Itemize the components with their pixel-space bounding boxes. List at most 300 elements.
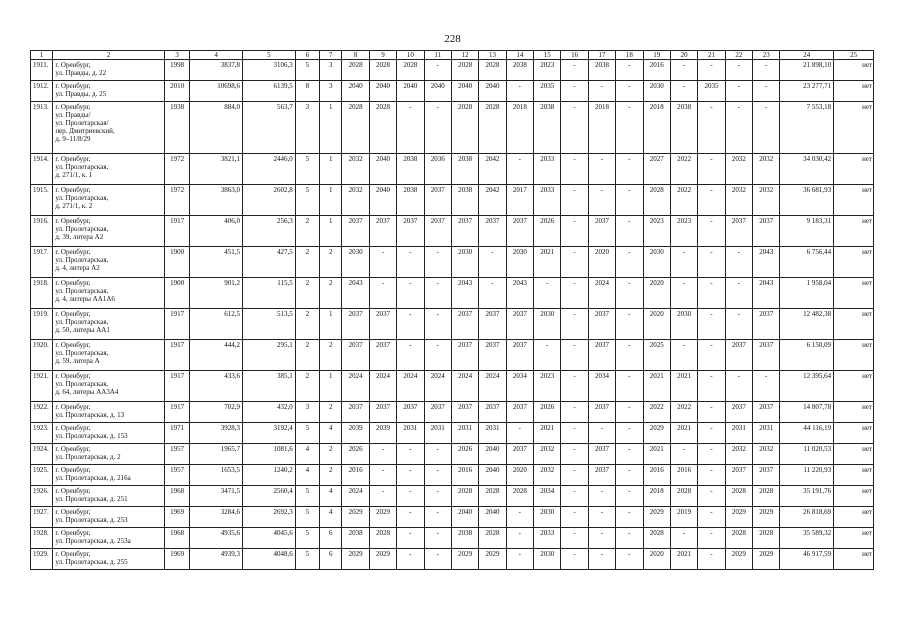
repair-year-cell: -: [561, 154, 588, 185]
repair-year-cell: -: [424, 102, 451, 154]
build-year-cell: 1969: [164, 507, 189, 528]
row-number-cell: 1912.: [31, 81, 53, 102]
total-area-cell: 612,5: [190, 309, 243, 340]
repair-year-cell: -: [588, 549, 615, 570]
repair-year-cell: -: [698, 247, 725, 278]
repair-year-cell: -: [670, 528, 697, 549]
repair-year-cell: 2023: [534, 371, 561, 402]
repair-year-cell: 2016: [643, 465, 670, 486]
repair-year-cell: 2043: [451, 278, 478, 309]
repair-year-cell: -: [561, 528, 588, 549]
repair-year-cell: -: [561, 486, 588, 507]
address-line: д. 271/1, к. 2: [55, 202, 93, 210]
flag-cell: нет: [834, 371, 874, 402]
repair-year-cell: 2029: [369, 549, 396, 570]
address-line: г. Оренбург,: [55, 103, 91, 111]
table-row: [31, 185, 874, 216]
cost-cell: 46 917,59: [780, 549, 834, 570]
repair-year-cell: 2028: [670, 486, 697, 507]
repair-year-cell: 2030: [342, 247, 369, 278]
cost-cell: 11 020,53: [780, 444, 834, 465]
repair-year-cell: -: [397, 309, 424, 340]
repair-year-cell: 2038: [397, 154, 424, 185]
repair-year-cell: 2038: [451, 528, 478, 549]
column-number: 16: [561, 51, 588, 60]
repair-year-cell: 2037: [588, 216, 615, 247]
address-line: ул. Пролетарская, д. 253а: [55, 537, 131, 545]
flag-cell: нет: [834, 402, 874, 423]
column-number: 10: [397, 51, 424, 60]
repair-year-cell: -: [369, 247, 396, 278]
repair-year-cell: 2029: [451, 549, 478, 570]
repair-year-cell: 2016: [670, 465, 697, 486]
repair-year-cell: 2029: [725, 549, 752, 570]
repair-year-cell: 2026: [534, 216, 561, 247]
repair-year-cell: 2029: [369, 507, 396, 528]
living-area-cell: 115,5: [243, 278, 296, 309]
build-year-cell: 1917: [164, 402, 189, 423]
entrances-cell: 1: [320, 216, 342, 247]
table-row: [31, 81, 874, 102]
repair-year-cell: -: [561, 102, 588, 154]
repair-year-cell: -: [479, 278, 506, 309]
repair-year-cell: 2038: [451, 185, 478, 216]
repair-year-cell: 2037: [369, 340, 396, 371]
repair-year-cell: -: [506, 423, 533, 444]
repair-year-cell: 2028: [725, 486, 752, 507]
repair-year-cell: 2037: [397, 402, 424, 423]
column-number: 9: [369, 51, 396, 60]
repair-year-cell: 2031: [725, 423, 752, 444]
repair-year-cell: -: [698, 102, 725, 154]
build-year-cell: 1972: [164, 185, 189, 216]
repair-year-cell: -: [698, 549, 725, 570]
repair-year-cell: 2031: [397, 423, 424, 444]
repair-year-cell: -: [424, 486, 451, 507]
living-area-cell: 427,5: [243, 247, 296, 278]
address-cell: [53, 81, 165, 102]
total-area-cell: 3928,3: [190, 423, 243, 444]
repair-year-cell: -: [561, 549, 588, 570]
repair-year-cell: 2037: [506, 402, 533, 423]
repair-year-cell: 2024: [424, 371, 451, 402]
repair-year-cell: -: [670, 278, 697, 309]
table-row: [31, 486, 874, 507]
living-area-cell: 295,1: [243, 340, 296, 371]
column-number: 24: [780, 51, 834, 60]
repair-year-cell: 2037: [451, 340, 478, 371]
address-cell: [53, 340, 165, 371]
table-row: [31, 549, 874, 570]
cost-cell: 35 589,32: [780, 528, 834, 549]
repair-year-cell: 2018: [588, 102, 615, 154]
repair-year-cell: -: [670, 81, 697, 102]
repair-year-cell: -: [698, 60, 725, 81]
repair-year-cell: 2028: [479, 102, 506, 154]
repair-year-cell: -: [397, 247, 424, 278]
build-year-cell: 1900: [164, 247, 189, 278]
total-area-cell: 406,0: [190, 216, 243, 247]
living-area-cell: 385,1: [243, 371, 296, 402]
build-year-cell: 1957: [164, 465, 189, 486]
cost-cell: 7 553,18: [780, 102, 834, 154]
repair-year-cell: -: [397, 486, 424, 507]
living-area-cell: 1081,6: [243, 444, 296, 465]
repair-year-cell: 2025: [643, 340, 670, 371]
address-line: г. Оренбург,: [55, 529, 91, 537]
repair-year-cell: -: [698, 486, 725, 507]
table-body: [31, 51, 874, 570]
repair-year-cell: 2021: [643, 444, 670, 465]
address-line: г. Оренбург,: [55, 310, 91, 318]
repair-year-cell: 2042: [479, 185, 506, 216]
row-number-cell: 1913.: [31, 102, 53, 154]
repair-year-cell: 2028: [753, 486, 780, 507]
repair-year-cell: -: [616, 507, 643, 528]
repair-year-cell: -: [753, 102, 780, 154]
flag-cell: нет: [834, 102, 874, 154]
repair-year-cell: -: [397, 507, 424, 528]
address-line: г. Оренбург,: [55, 155, 91, 163]
repair-year-cell: -: [670, 247, 697, 278]
repair-year-cell: 2035: [698, 81, 725, 102]
cost-cell: 14 807,78: [780, 402, 834, 423]
cost-cell: 34 030,42: [780, 154, 834, 185]
floors-cell: 5: [295, 486, 319, 507]
cost-cell: 21 898,10: [780, 60, 834, 81]
repair-year-cell: 2037: [725, 340, 752, 371]
repair-year-cell: 2037: [753, 402, 780, 423]
flag-cell: нет: [834, 340, 874, 371]
row-number-cell: 1926.: [31, 486, 53, 507]
repair-year-cell: 2038: [397, 185, 424, 216]
address-cell: [53, 154, 165, 185]
repair-year-cell: -: [588, 486, 615, 507]
cost-cell: 12 482,38: [780, 309, 834, 340]
total-area-cell: 451,5: [190, 247, 243, 278]
repair-year-cell: 2034: [588, 371, 615, 402]
repair-year-cell: 2028: [479, 486, 506, 507]
repair-year-cell: 2030: [534, 507, 561, 528]
repair-year-cell: -: [725, 81, 752, 102]
entrances-cell: 6: [320, 528, 342, 549]
repair-year-cell: 2040: [369, 81, 396, 102]
cost-cell: 1 958,04: [780, 278, 834, 309]
repair-year-cell: 2030: [451, 247, 478, 278]
address-cell: [53, 60, 165, 81]
repair-year-cell: -: [616, 340, 643, 371]
repair-year-cell: -: [424, 340, 451, 371]
repair-year-cell: 2024: [342, 371, 369, 402]
build-year-cell: 1938: [164, 102, 189, 154]
column-number: 8: [342, 51, 369, 60]
repair-year-cell: -: [561, 60, 588, 81]
total-area-cell: 444,2: [190, 340, 243, 371]
repair-year-cell: -: [616, 60, 643, 81]
repair-year-cell: 2037: [753, 340, 780, 371]
repair-year-cell: -: [698, 309, 725, 340]
cost-cell: 26 818,69: [780, 507, 834, 528]
address-cell: [53, 549, 165, 570]
build-year-cell: 1917: [164, 371, 189, 402]
table-row: [31, 507, 874, 528]
build-year-cell: 1917: [164, 340, 189, 371]
repair-year-cell: 2036: [424, 154, 451, 185]
entrances-cell: 1: [320, 309, 342, 340]
repair-year-cell: 2037: [588, 465, 615, 486]
repair-year-cell: 2029: [643, 423, 670, 444]
row-number-cell: 1927.: [31, 507, 53, 528]
column-number: 11: [424, 51, 451, 60]
address-line: ул. Пролетарская, д. 216а: [55, 474, 131, 482]
repair-year-cell: 2037: [753, 216, 780, 247]
repair-year-cell: 2030: [534, 309, 561, 340]
repair-year-cell: 2037: [424, 185, 451, 216]
address-cell: [53, 371, 165, 402]
address-line: г. Оренбург,: [55, 61, 91, 69]
table-row: [31, 402, 874, 423]
table-row: [31, 371, 874, 402]
repair-year-cell: -: [698, 154, 725, 185]
repair-year-cell: 2032: [534, 465, 561, 486]
flag-cell: нет: [834, 278, 874, 309]
address-line: д. 50, литеры АА1: [55, 326, 110, 334]
total-area-cell: 4939,3: [190, 549, 243, 570]
repair-year-cell: 2043: [342, 278, 369, 309]
repair-year-cell: 2037: [506, 340, 533, 371]
repair-year-cell: -: [397, 528, 424, 549]
address-line: ул. Пролетарская,: [55, 349, 109, 357]
repair-year-cell: -: [588, 185, 615, 216]
total-area-cell: 433,6: [190, 371, 243, 402]
page-number: 228: [444, 33, 461, 45]
column-number: 21: [698, 51, 725, 60]
row-number-cell: 1918.: [31, 278, 53, 309]
living-area-cell: 432,0: [243, 402, 296, 423]
address-line: г. Оренбург,: [55, 217, 91, 225]
column-number: 23: [753, 51, 780, 60]
repair-year-cell: -: [588, 423, 615, 444]
repair-year-cell: -: [424, 247, 451, 278]
repair-year-cell: -: [725, 309, 752, 340]
address-line: ул. Пролетарская,: [55, 380, 109, 388]
repair-year-cell: -: [424, 309, 451, 340]
repair-year-cell: 2029: [342, 507, 369, 528]
repair-year-cell: 2018: [506, 102, 533, 154]
repair-year-cell: 2028: [397, 60, 424, 81]
repair-year-cell: -: [397, 549, 424, 570]
repair-year-cell: -: [561, 216, 588, 247]
repair-year-cell: 2040: [342, 81, 369, 102]
address-line: ул. Пролетарская, д. 251: [55, 495, 128, 503]
repair-year-cell: -: [698, 371, 725, 402]
living-area-cell: 3192,4: [243, 423, 296, 444]
entrances-cell: 4: [320, 486, 342, 507]
repair-year-cell: 2040: [479, 465, 506, 486]
repair-year-cell: 2026: [451, 444, 478, 465]
cost-cell: 6 150,09: [780, 340, 834, 371]
build-year-cell: 1917: [164, 309, 189, 340]
repair-year-cell: -: [506, 549, 533, 570]
repair-year-cell: -: [753, 81, 780, 102]
address-line: ул. Пролетарская,: [55, 318, 109, 326]
repair-year-cell: 2028: [369, 102, 396, 154]
repair-year-cell: -: [616, 465, 643, 486]
repair-year-cell: 2037: [753, 309, 780, 340]
row-number-cell: 1922.: [31, 402, 53, 423]
repair-year-cell: 2024: [397, 371, 424, 402]
repair-year-cell: 2037: [506, 444, 533, 465]
address-line: г. Оренбург,: [55, 248, 91, 256]
repair-year-cell: 2038: [534, 102, 561, 154]
living-area-cell: 256,3: [243, 216, 296, 247]
address-line: ул. Пролетарская,: [55, 163, 109, 171]
build-year-cell: 1998: [164, 60, 189, 81]
floors-cell: 2: [295, 371, 319, 402]
repair-year-cell: 2020: [643, 278, 670, 309]
repair-year-cell: -: [588, 154, 615, 185]
cost-cell: 11 220,93: [780, 465, 834, 486]
repair-year-cell: -: [588, 507, 615, 528]
floors-cell: 5: [295, 154, 319, 185]
entrances-cell: 3: [320, 81, 342, 102]
repair-year-cell: 2026: [342, 444, 369, 465]
repair-year-cell: -: [424, 549, 451, 570]
total-area-cell: 1965,7: [190, 444, 243, 465]
cost-cell: 36 681,93: [780, 185, 834, 216]
repair-year-cell: 2042: [479, 154, 506, 185]
address-cell: [53, 402, 165, 423]
address-line: г. Оренбург,: [55, 279, 91, 287]
repair-year-cell: 2020: [643, 549, 670, 570]
table-row: [31, 278, 874, 309]
repair-year-cell: 2043: [753, 247, 780, 278]
repair-year-cell: 2037: [369, 309, 396, 340]
repair-year-cell: 2021: [643, 371, 670, 402]
repair-year-cell: -: [397, 278, 424, 309]
address-cell: [53, 247, 165, 278]
floors-cell: 2: [295, 340, 319, 371]
repair-year-cell: -: [561, 340, 588, 371]
address-cell: [53, 216, 165, 247]
floors-cell: 4: [295, 444, 319, 465]
repair-year-cell: -: [424, 278, 451, 309]
address-line: г. Оренбург,: [55, 186, 91, 194]
address-line: д. 39, литера А2: [55, 233, 104, 241]
repair-year-cell: 2021: [670, 549, 697, 570]
column-number: 4: [190, 51, 243, 60]
repair-year-cell: 2037: [506, 216, 533, 247]
repair-year-cell: 2031: [479, 423, 506, 444]
living-area-cell: 1240,2: [243, 465, 296, 486]
cost-cell: 23 277,71: [780, 81, 834, 102]
repair-year-cell: 2019: [670, 507, 697, 528]
row-number-cell: 1928.: [31, 528, 53, 549]
repair-year-cell: -: [698, 465, 725, 486]
floors-cell: 2: [295, 278, 319, 309]
repair-year-cell: -: [561, 465, 588, 486]
flag-cell: нет: [834, 309, 874, 340]
table-row: [31, 247, 874, 278]
repair-year-cell: -: [725, 60, 752, 81]
repair-year-cell: 2024: [451, 371, 478, 402]
repair-year-cell: 2028: [479, 60, 506, 81]
repair-year-cell: 2029: [725, 507, 752, 528]
floors-cell: 4: [295, 465, 319, 486]
repair-year-cell: -: [670, 60, 697, 81]
repair-year-cell: 2031: [753, 423, 780, 444]
address-line: г. Оренбург,: [55, 445, 91, 453]
repair-year-cell: 2023: [643, 216, 670, 247]
cost-cell: 6 756,44: [780, 247, 834, 278]
repair-year-cell: -: [753, 371, 780, 402]
repair-year-cell: -: [725, 247, 752, 278]
build-year-cell: 2010: [164, 81, 189, 102]
repair-year-cell: 2037: [451, 216, 478, 247]
register-table: [30, 50, 874, 570]
repair-year-cell: 2034: [534, 486, 561, 507]
cost-cell: 35 191,76: [780, 486, 834, 507]
repair-year-cell: 2021: [670, 423, 697, 444]
address-line: ул. Пролетарская,: [55, 256, 109, 264]
repair-year-cell: 2037: [369, 402, 396, 423]
repair-year-cell: 2024: [479, 371, 506, 402]
repair-year-cell: -: [616, 216, 643, 247]
entrances-cell: 2: [320, 444, 342, 465]
living-area-cell: 2560,4: [243, 486, 296, 507]
repair-year-cell: 2037: [588, 402, 615, 423]
row-number-cell: 1911.: [31, 60, 53, 81]
repair-year-cell: 2028: [479, 528, 506, 549]
address-line: г. Оренбург,: [55, 508, 91, 516]
repair-year-cell: -: [561, 507, 588, 528]
repair-year-cell: 2032: [534, 444, 561, 465]
flag-cell: нет: [834, 185, 874, 216]
entrances-cell: 3: [320, 60, 342, 81]
repair-year-cell: -: [616, 309, 643, 340]
floors-cell: 5: [295, 507, 319, 528]
cost-cell: 9 183,31: [780, 216, 834, 247]
floors-cell: 8: [295, 81, 319, 102]
table-row: [31, 423, 874, 444]
entrances-cell: 2: [320, 278, 342, 309]
entrances-cell: 1: [320, 102, 342, 154]
floors-cell: 5: [295, 185, 319, 216]
address-line: д. 4, литеры АА1А6: [55, 295, 115, 303]
address-line: ул. Пролетарская, д. 253: [55, 516, 128, 524]
repair-year-cell: 2040: [479, 81, 506, 102]
repair-year-cell: -: [616, 102, 643, 154]
repair-year-cell: 2037: [506, 309, 533, 340]
repair-year-cell: 2031: [424, 423, 451, 444]
living-area-cell: 2602,8: [243, 185, 296, 216]
repair-year-cell: -: [506, 507, 533, 528]
row-number-cell: 1925.: [31, 465, 53, 486]
repair-year-cell: 2037: [588, 309, 615, 340]
column-number: 2: [53, 51, 165, 60]
repair-year-cell: -: [616, 528, 643, 549]
build-year-cell: 1900: [164, 278, 189, 309]
repair-year-cell: -: [397, 444, 424, 465]
repair-year-cell: 2040: [479, 507, 506, 528]
repair-year-cell: 2030: [643, 81, 670, 102]
build-year-cell: 1957: [164, 444, 189, 465]
address-line: ул. Пролетарская,: [55, 225, 109, 233]
repair-year-cell: -: [561, 81, 588, 102]
repair-year-cell: 2037: [424, 216, 451, 247]
repair-year-cell: -: [369, 278, 396, 309]
column-number: 13: [479, 51, 506, 60]
